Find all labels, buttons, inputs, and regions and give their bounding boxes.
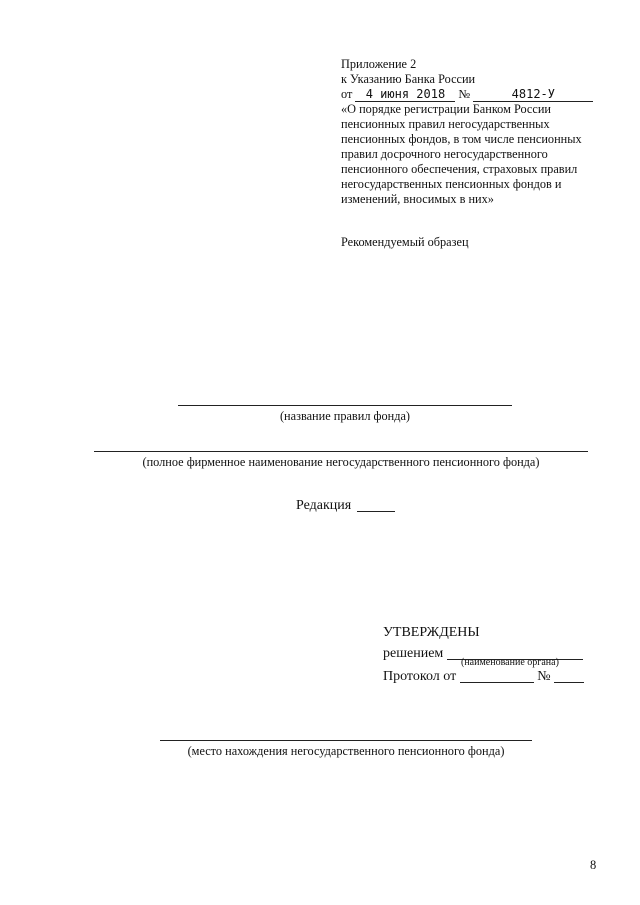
appendix-reference: к Указанию Банка России [341, 72, 476, 86]
edition-label: Редакция [296, 498, 352, 513]
order-title-line: пенсионных фондов, в том числе пенсионных [341, 132, 582, 146]
order-date-line [341, 87, 611, 102]
order-title-line: негосударственных пенсионных фондов и [341, 177, 562, 191]
order-date-field: 4 июня 2018 [355, 88, 455, 102]
order-title-line: правил досрочного негосударственного [341, 147, 548, 161]
protocol-number-blank [554, 668, 584, 683]
appendix-number: Приложение 2 [341, 57, 417, 71]
page-number: 8 [590, 858, 597, 872]
organ-caption: (наименование органа) [461, 657, 559, 668]
order-title-line: изменений, вносимых в них» [341, 192, 494, 206]
fund-rules-caption: (название правил фонда) [279, 409, 411, 423]
protocol-number-sign: № [537, 669, 551, 684]
order-title-line: пенсионного обеспечения, страховых правил [341, 162, 578, 176]
order-title-line: пенсионных правил негосударственных [341, 117, 550, 131]
decision-label: решением [383, 646, 444, 661]
protocol-date-blank [460, 668, 534, 683]
location-caption: (место нахождения негосударственного пенсионного фонда) [187, 744, 505, 758]
fund-full-name-caption: (полное фирменное наименование негосударственного пенсионного фонда) [142, 455, 540, 469]
order-number-field: 4812-У [473, 88, 593, 102]
edition-line [296, 497, 395, 514]
from-prefix: от [341, 87, 353, 101]
approved-title: УТВЕРЖДЕНЫ [383, 625, 480, 640]
fund-rules-name-line [178, 405, 512, 406]
sample-label: Рекомендуемый образец [341, 235, 469, 249]
fund-full-name-line [94, 451, 588, 452]
protocol-label: Протокол от [383, 669, 457, 684]
protocol-line [383, 668, 584, 685]
order-title [341, 102, 611, 207]
edition-blank [357, 497, 395, 512]
order-title-line: «О порядке регистрации Банком России [341, 102, 552, 116]
order-number-sign: № [458, 87, 471, 101]
location-line [160, 740, 532, 741]
appendix-header [341, 57, 611, 207]
